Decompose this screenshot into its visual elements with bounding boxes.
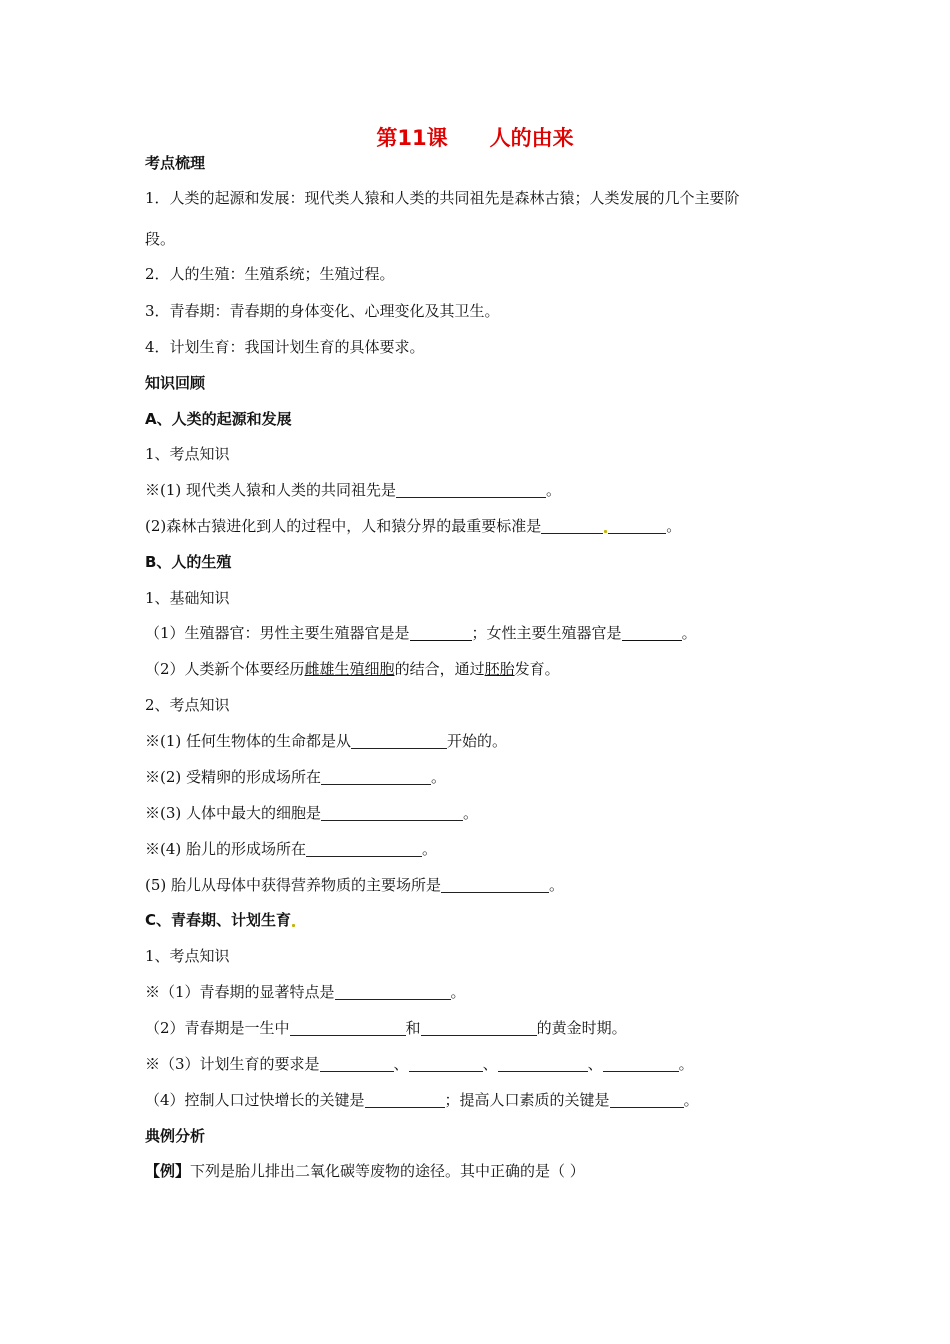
subsection-a-heading: A、人类的起源和发展 xyxy=(145,410,292,428)
mark-dot xyxy=(604,530,607,533)
answer-blank[interactable] xyxy=(396,483,546,498)
section-heading-review: 考点梳理 xyxy=(145,154,206,172)
question-c3: ※（3）计划生育的要求是 、 、 、 。 xyxy=(145,1055,694,1073)
question-b3: ※(3) 人体中最大的细胞是 。 xyxy=(145,804,479,822)
review-item-3: 3．青春期：青春期的身体变化、心理变化及其卫生。 xyxy=(145,302,500,320)
review-item-1: 1．人类的起源和发展：现代类人猿和人类的共同祖先是森林古猿；人类发展的几个主要阶 xyxy=(145,189,740,207)
example-label: 【例】 xyxy=(145,1162,191,1180)
answer-blank[interactable] xyxy=(321,770,431,785)
answer-blank[interactable] xyxy=(321,806,463,821)
question-c4: （4）控制人口过快增长的关键是 ；提高人口素质的关键是 。 xyxy=(145,1091,699,1109)
subsection-a-sub: 1、考点知识 xyxy=(145,445,230,463)
answer-blank[interactable] xyxy=(409,1057,483,1072)
answer-blank[interactable] xyxy=(365,1093,445,1108)
question-b4: ※(4) 胎儿的形成场所在 。 xyxy=(145,840,438,858)
answer-blank[interactable] xyxy=(498,1057,588,1072)
answer-blank[interactable] xyxy=(290,1021,406,1036)
answer-blank[interactable] xyxy=(541,519,603,534)
subsection-b-heading: B、人的生殖 xyxy=(145,553,232,571)
example-question: 【例】下列是胎儿排出二氧化碳等废物的途径。其中正确的是（ ） xyxy=(145,1162,585,1180)
answer-blank[interactable] xyxy=(610,1093,684,1108)
section-heading-example: 典例分析 xyxy=(145,1127,206,1145)
answer-blank[interactable] xyxy=(410,626,472,641)
subsection-b-sub1: 1、基础知识 xyxy=(145,589,230,607)
answer-blank[interactable] xyxy=(421,1021,537,1036)
review-item-4: 4．计划生育：我国计划生育的具体要求。 xyxy=(145,338,425,356)
mark-dot xyxy=(292,924,295,927)
question-b5: (5) 胎儿从母体中获得营养物质的主要场所是 。 xyxy=(145,876,565,894)
question-c2: （2）青春期是一生中 和 的黄金时期。 xyxy=(145,1019,627,1037)
question-a1: ※(1) 现代类人猿和人类的共同祖先是 。 xyxy=(145,481,562,499)
question-b1: ※(1) 任何生物体的生命都是从 开始的。 xyxy=(145,732,508,750)
answer-blank[interactable] xyxy=(306,842,422,857)
answer-blank[interactable] xyxy=(441,878,549,893)
question-c1: ※（1）青春期的显著特点是 。 xyxy=(145,983,466,1001)
answer-blank[interactable] xyxy=(351,734,447,749)
subsection-b-sub2: 2、考点知识 xyxy=(145,696,230,714)
section-heading-knowledge: 知识回顾 xyxy=(145,374,206,392)
answer-blank[interactable] xyxy=(622,626,682,641)
basic-item-2: （2）人类新个体要经历雌雄生殖细胞的结合，通过胚胎发育。 xyxy=(145,660,560,678)
review-item-1-cont: 段。 xyxy=(145,230,176,248)
answer-blank[interactable] xyxy=(603,1057,679,1072)
answer-blank[interactable] xyxy=(608,519,666,534)
subsection-c-sub: 1、考点知识 xyxy=(145,947,230,965)
answer-blank[interactable] xyxy=(320,1057,394,1072)
answer-blank[interactable] xyxy=(335,985,451,1000)
basic-item-1: （1）生殖器官：男性主要生殖器官是是 ；女性主要生殖器官是 。 xyxy=(145,624,697,642)
question-b2: ※(2) 受精卵的形成场所在 。 xyxy=(145,768,447,786)
subsection-c-heading: C、青春期、计划生育 xyxy=(145,910,296,930)
question-a2: (2)森林古猿进化到人的过程中，人和猿分界的最重要标准是 。 xyxy=(145,517,682,535)
review-item-2: 2．人的生殖：生殖系统；生殖过程。 xyxy=(145,265,395,283)
lesson-title: 第11课 人的由来 xyxy=(376,126,574,150)
